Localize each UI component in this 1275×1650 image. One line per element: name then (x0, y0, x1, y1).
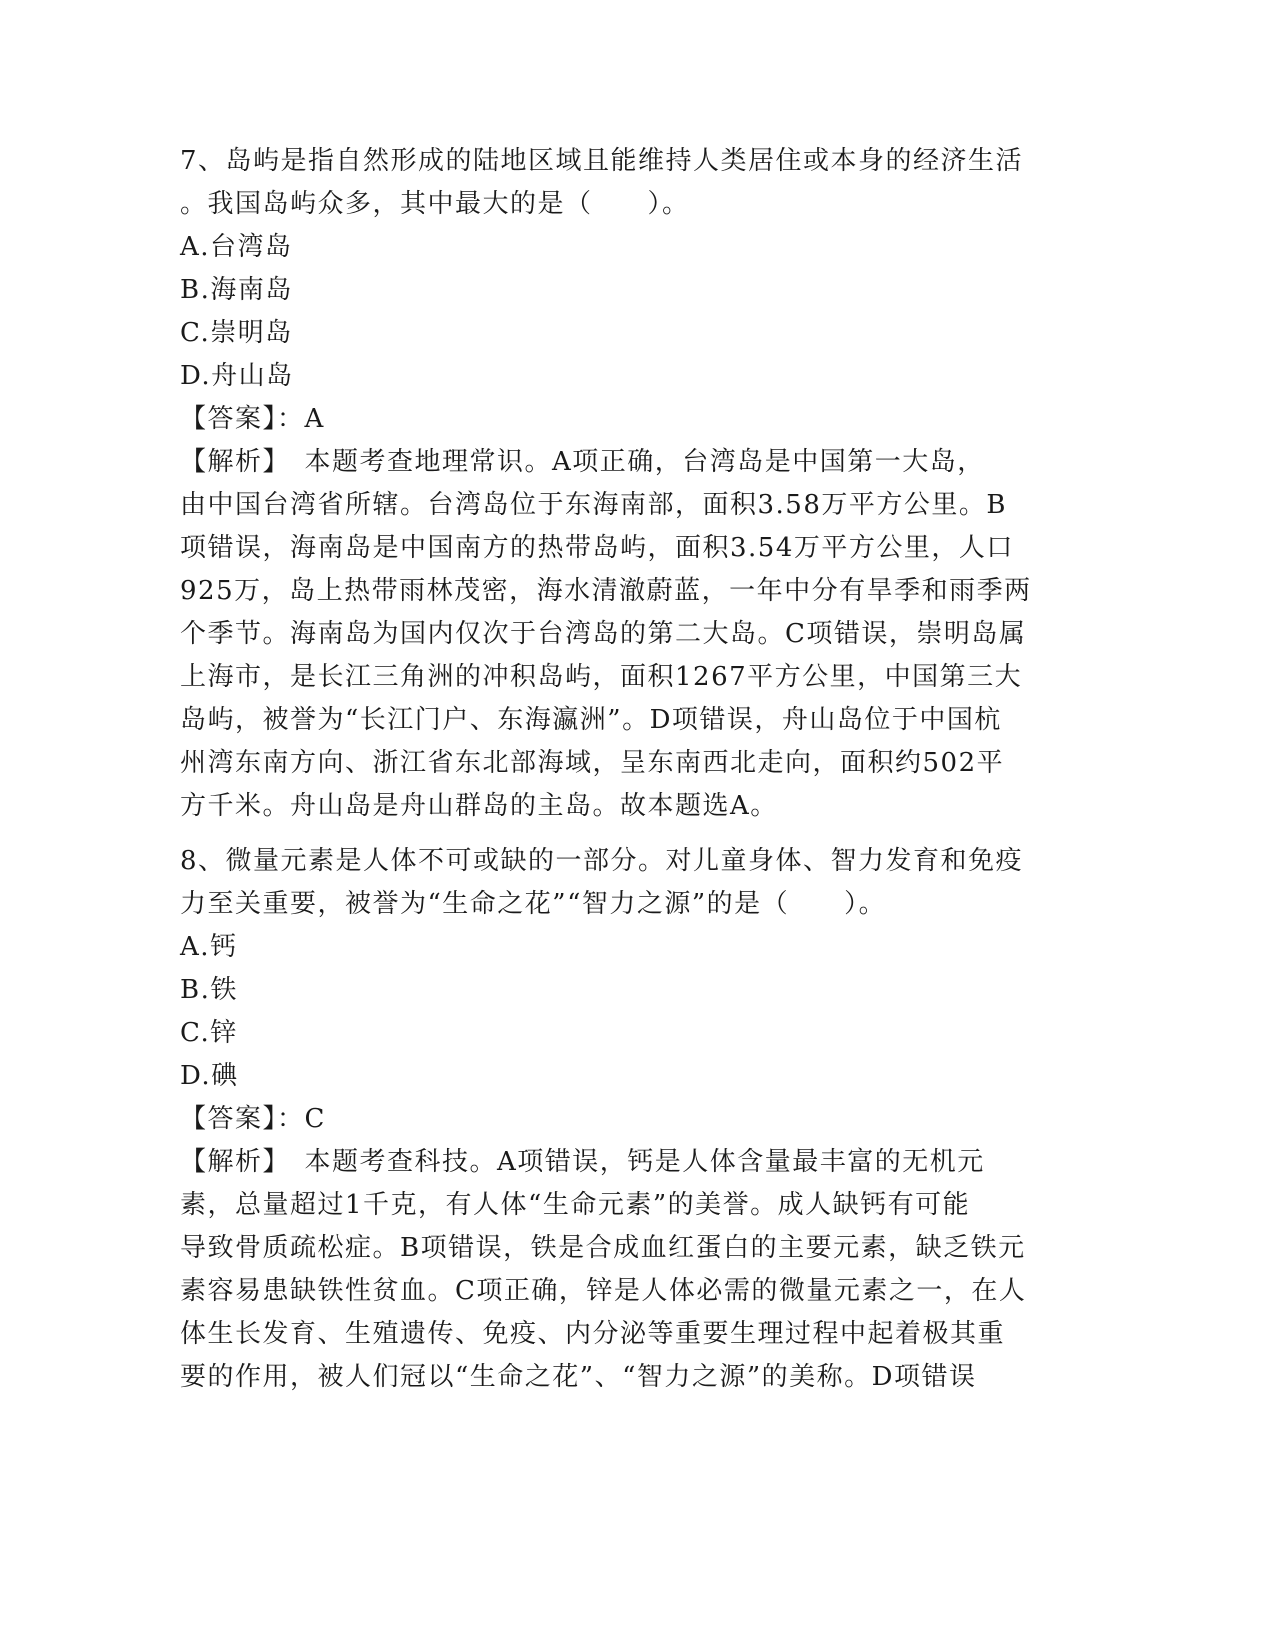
analysis-line: 方千米。舟山岛是舟山群岛的主岛。故本题选A。 (180, 791, 778, 821)
analysis-line: 【解析】 本题考查科技。A项错误，钙是人体含量最丰富的无机元 (180, 1147, 985, 1177)
analysis-line: 素，总量超过1千克，有人体“生命元素”的美誉。成人缺钙有可能 (180, 1190, 971, 1220)
question-7 (180, 140, 1090, 828)
option-b: B.铁 (180, 975, 238, 1005)
question-8 (180, 840, 1090, 1399)
question-stem-line: 。我国岛屿众多，其中最大的是（ ）。 (180, 189, 690, 219)
option-b: B.海南岛 (180, 275, 293, 305)
analysis-line: 导致骨质疏松症。B项错误，铁是合成血红蛋白的主要元素，缺乏铁元 (180, 1233, 1026, 1263)
analysis-line: 925万，岛上热带雨林茂密，海水清澈蔚蓝，一年中分有旱季和雨季两 (180, 576, 1032, 606)
analysis-line: 要的作用，被人们冠以“生命之花”、“智力之源”的美称。D项错误 (180, 1362, 977, 1392)
question-stem-line: 力至关重要，被誉为“生命之花”“智力之源”的是（ ）。 (180, 889, 887, 919)
question-stem-line: 7、岛屿是指自然形成的陆地区域且能维持人类居住或本身的经济生活 (180, 146, 1024, 176)
analysis-line: 由中国台湾省所辖。台湾岛位于东海南部，面积3.58万平方公里。B (180, 490, 1007, 520)
analysis-line: 体生长发育、生殖遗传、免疫、内分泌等重要生理过程中起着极其重 (180, 1319, 1006, 1349)
option-d: D.碘 (180, 1061, 239, 1091)
analysis-line: 项错误，海南岛是中国南方的热带岛屿，面积3.54万平方公里，人口 (180, 533, 1014, 563)
analysis-line: 个季节。海南岛为国内仅次于台湾岛的第二大岛。C项错误，崇明岛属 (180, 619, 1027, 649)
document-page (180, 140, 1090, 1399)
analysis-line: 岛屿，被誉为“长江门户、东海瀛洲”。D项错误，舟山岛位于中国杭 (180, 705, 1002, 735)
analysis-line: 素容易患缺铁性贫血。C项正确，锌是人体必需的微量元素之一，在人 (180, 1276, 1027, 1306)
option-d: D.舟山岛 (180, 361, 294, 391)
option-c: C.锌 (180, 1018, 238, 1048)
analysis-line: 【解析】 本题考查地理常识。A项正确，台湾岛是中国第一大岛， (180, 447, 985, 477)
analysis-line: 州湾东南方向、浙江省东北部海域，呈东南西北走向，面积约502平 (180, 748, 1005, 778)
analysis-line: 上海市，是长江三角洲的冲积岛屿，面积1267平方公里，中国第三大 (180, 662, 1023, 692)
answer-line: 【答案】：C (180, 1104, 326, 1134)
option-c: C.崇明岛 (180, 318, 293, 348)
answer-line: 【答案】：A (180, 404, 325, 434)
question-stem-line: 8、微量元素是人体不可或缺的一部分。对儿童身体、智力发育和免疫 (180, 846, 1024, 876)
option-a: A.台湾岛 (180, 232, 293, 262)
option-a: A.钙 (180, 932, 238, 962)
